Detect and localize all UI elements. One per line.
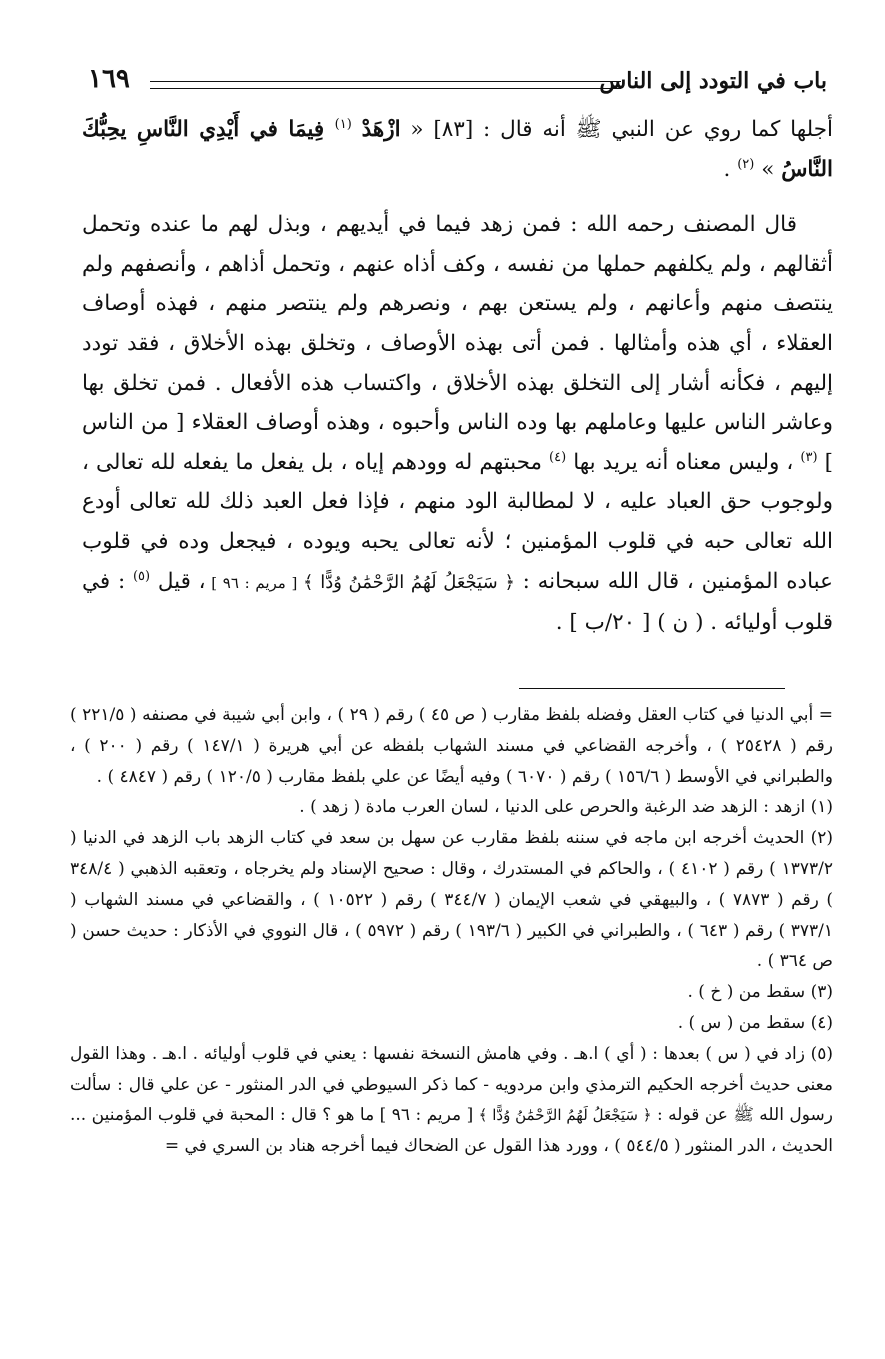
footnote-ref-1: (١) xyxy=(334,116,352,132)
text-run: . xyxy=(723,156,738,182)
text-run: ، قيل xyxy=(150,568,206,594)
text-run: » xyxy=(754,156,782,182)
main-text xyxy=(82,110,833,643)
verse-reference: [ مريم : ٩٦ ] xyxy=(205,573,304,592)
footnote-ref-5: (٥) xyxy=(132,568,151,584)
page-header xyxy=(88,64,827,100)
running-title: باب في التودد إلى الناس xyxy=(599,68,827,94)
footnote-separator xyxy=(519,688,785,689)
footnote-continued: = أبي الدنيا في كتاب العقل وفضله بلفظ مقارب ( ص ٤٥ ) رقم ( ٢٩ ) ، وابن أبي شيبة في مصنفه ( ٢٢١/٥ ) رقم ( ٢٥٤٢٨ ) ، وأخرجه القضاعي في مسند الشهاب بلفظه عن أبي هريرة ( ١٤٧/١ ) رقم ( ٢٠٠ ) ، والطبراني في الأوسط ( ١٥٦/٦ ) رقم ( ٦٠٧٠ ) وفيه أيضًا عن علي بلفظ مقارب ( ١٢٠/٥ ) رقم ( ٤٨٤٧ ) . xyxy=(70,705,833,787)
text-run: محبتهم له وودهم إياه ، بل يفعل ما يفعله لله تعالى ، ولوجوب حق العباد عليه ، لا لمطالبة الود منهم ، فإذا فعل العبد ذلك لله تعالى أودع الله تعالى حبه في قلوب المؤمنين ؛ لأنه تعالى يحبه ويوده ، فيجعل وده في قلوب عباده المؤمنين ، قال الله سبحانه : xyxy=(82,449,833,594)
footnotes xyxy=(70,700,833,1162)
footnote-2: (٢) الحديث أخرجه ابن ماجه في سننه بلفظ مقارب عن سهل بن سعد في كتاب الزهد باب الزهد في الدنيا ( ١٣٧٣/٢ ) رقم ( ٤١٠٢ ) ، والحاكم في المستدرك ، وقال : صحيح الإسناد ولم يخرجاه ، وتعقبه الذهبي ( ٣٤٨/٤ ) رقم ( ٧٨٧٣ ) ، والبيهقي في شعب الإيمان ( ٣٤٤/٧ ) رقم ( ١٠٥٢٢ ) ، والقضاعي في مسند الشهاب ( ٣٧٣/١ ) رقم ( ٦٤٣ ) ، والطبراني في الكبير ( ١٩٣/٦ ) رقم ( ٥٩٧٢ ) ، قال النووي في الأذكار : حديث حسن ( ص ٣٦٤ ) . xyxy=(70,828,834,972)
paragraph-commentary xyxy=(82,205,833,643)
hadith-text: فِيمَا في أَيْدِي النَّاسِ يحِبُّكَ النَّاسُ xyxy=(82,117,833,182)
text-run: (٥) زاد في ( س ) بعدها : ( أي ) ا.هـ . وفي هامش النسخة نفسها : يعني في قلوب أوليائه . ا.هـ . وهذا القول معنى حديث أخرجه الحكيم الترمذي وابن مردويه - كما ذكر السيوطي في الدر المنثور - عن علي قال : سألت رسول الله ﷺ عن قوله : xyxy=(70,1043,833,1126)
footnote-1: (١) ازهد : الزهد ضد الرغبة والحرص على الدنيا ، لسان العرب مادة ( زهد ) . xyxy=(299,797,833,818)
hadith-text: ازْهَدْ xyxy=(361,117,401,142)
paragraph-hadith xyxy=(82,110,833,189)
text-run: [ مريم : ٩٦ ] ما هو ؟ قال : المحبة في قلوب المؤمنين ... الحديث ، الدر المنثور ( ٥٤٤/٥ ) ، وورد هذا القول عن الضحاك فيما أخرجه هناد بن السري في = xyxy=(70,1105,833,1157)
quran-verse: ﴿ سَيَجْعَلُ لَهُمُ الرَّحْمَٰنُ وُدًّا ﴾ xyxy=(478,1106,652,1125)
footnote-3: (٣) سقط من ( خ ) . xyxy=(687,982,833,1003)
text-run: ، وليس معناه أنه يريد بها xyxy=(566,449,801,475)
footnote-ref-2: (٢) xyxy=(737,156,755,172)
page-number: ١٦٩ xyxy=(88,64,130,94)
text-run: : في قلوب أوليائه . ( ن ) [ ٢٠/ب ] . xyxy=(82,568,833,636)
text-run: قال المصنف رحمه الله : فمن زهد فيما في أيديهم ، وبذل لهم ما عنده وتحمل أثقالهم ، ولم يكلفهم حملها من نفسه ، وكف أذاه عنهم ، وتحمل أذاهم ، وأنصفهم ولم ينتصف منهم وأعانهم ، ولم يستعن بهم ، ونصرهم ولم ينتصر منهم ، فهذه أوصاف العقلاء ، أي هذه وأمثالها . فمن أتى بهذه الأوصاف ، وتخلق بهذه الأخلاق ، فقد تودد إليهم ، فكأنه أشار إلى التخلق بهذه الأخلاق ، واكتساب هذه الأفعال . فمن تخلق بها وعاشر الناس عليها وعاملهم بها وده الناس وأحبوه ، وهذه أوصاف العقلاء [ من الناس ] xyxy=(82,212,833,475)
footnote-ref-4: (٤) xyxy=(549,449,567,465)
footnote-ref-3: (٣) xyxy=(800,449,818,465)
header-double-rule xyxy=(150,81,621,89)
text-run: أجلها كما روي عن النبي ﷺ أنه قال : [٨٣] « xyxy=(400,117,833,142)
quran-verse: ﴿ سَيَجْعَلُ لَهُمُ الرَّحْمَٰنُ وُدًّا ﴾ xyxy=(303,571,515,593)
footnote-5 xyxy=(70,1039,833,1162)
footnote-4: (٤) سقط من ( س ) . xyxy=(677,1012,833,1033)
